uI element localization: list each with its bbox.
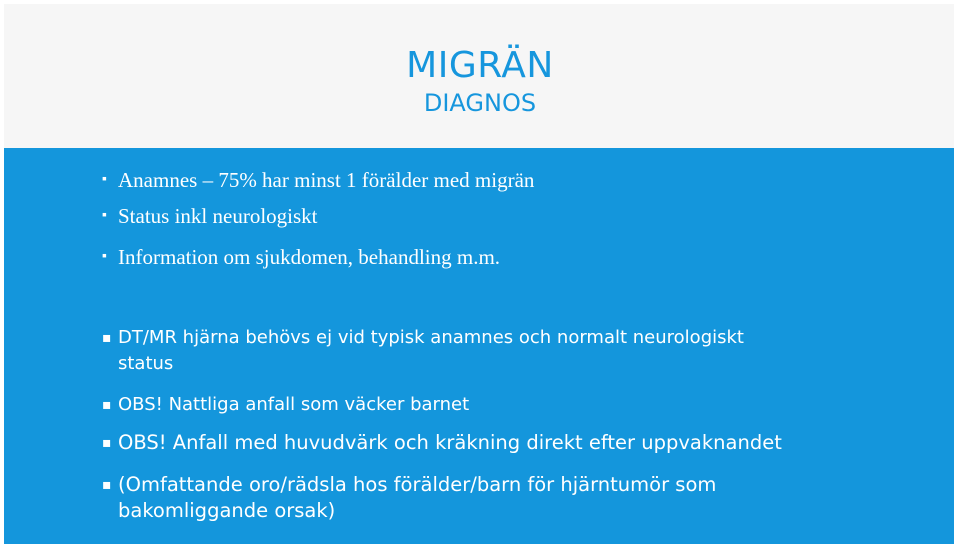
bullet-item bbox=[102, 244, 802, 270]
bullet-text: OBS! Nattliga anfall som väcker barnet bbox=[118, 394, 470, 415]
bullet-icon: ▪ bbox=[102, 397, 112, 413]
bullet-text: OBS! Anfall med huvudvärk och kräkning direkt efter uppvaknandet bbox=[118, 431, 782, 454]
bullet-icon: ▪ bbox=[102, 477, 112, 493]
bullet-icon: ▪ bbox=[102, 208, 107, 223]
bullet-icon: ▪ bbox=[102, 249, 107, 264]
bullet-item bbox=[102, 472, 762, 524]
bullet-text: Anamnes – 75% har minst 1 förälder med migrän bbox=[118, 168, 535, 192]
bullet-text: DT/MR hjärna behövs ej vid typisk anamnes och normalt neurologiskt status bbox=[118, 327, 744, 374]
slide-title: MIGRÄN bbox=[406, 45, 554, 86]
bullet-icon: ▪ bbox=[102, 330, 112, 346]
bullet-item bbox=[102, 392, 802, 418]
slide-subtitle: DIAGNOS bbox=[423, 89, 537, 117]
bullet-icon: ▪ bbox=[102, 435, 112, 451]
bullet-text: (Omfattande oro/rädsla hos förälder/barn för hjärntumör som bakomliggande orsak) bbox=[118, 473, 717, 522]
bullet-icon: ▪ bbox=[102, 172, 107, 187]
bullet-item bbox=[102, 203, 802, 229]
bullet-item bbox=[102, 325, 802, 377]
bullet-text: Information om sjukdomen, behandling m.m. bbox=[118, 245, 501, 269]
bullet-item bbox=[102, 167, 802, 193]
bullet-item bbox=[102, 430, 862, 456]
bullet-text: Status inkl neurologiskt bbox=[118, 204, 318, 228]
